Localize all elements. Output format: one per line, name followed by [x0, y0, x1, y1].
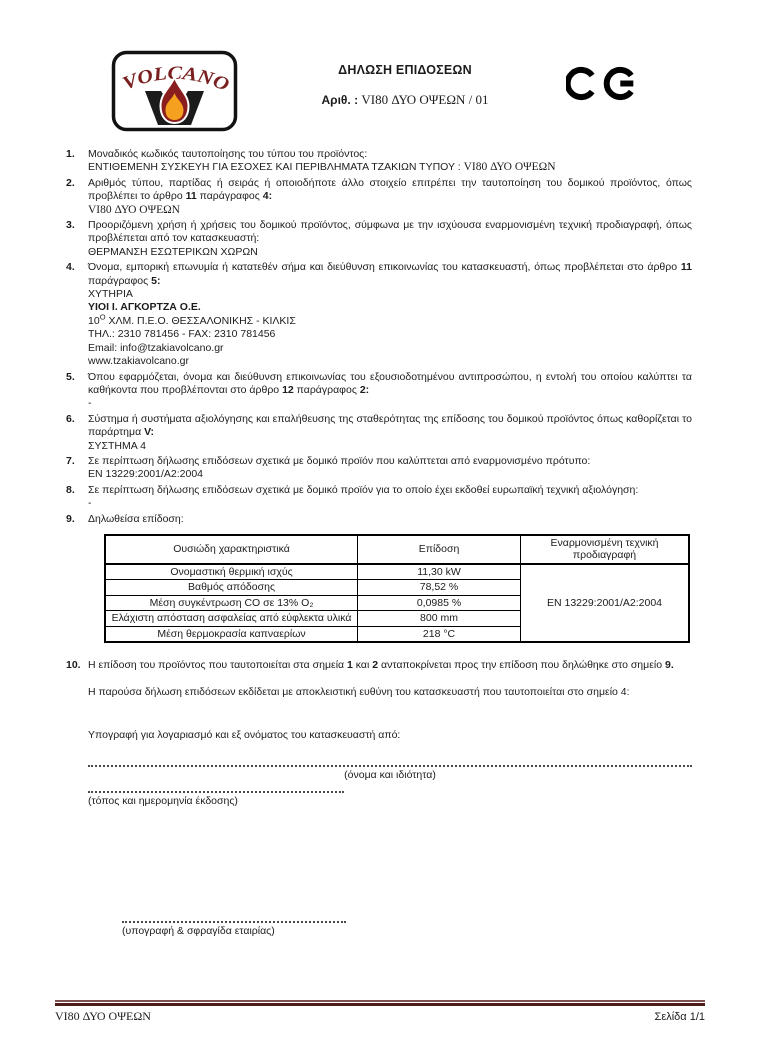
- item-value: [88, 161, 692, 174]
- item-value: -: [88, 497, 92, 510]
- text-segment: Όνομα, εμπορική επωνυμία ή κατατεθέν σήμα και διεύθυνση επικοινωνίας του κατασκευαστή, όπως προβλέπεται στο άρθρο: [88, 261, 678, 274]
- manufacturer-name: ΧΥΤΗΡΙΑ: [88, 288, 133, 301]
- manufacturer-email: Email: info@tzakiavolcano.gr: [88, 341, 224, 354]
- item-value: ΣΥΣΤΗΜΑ 4: [88, 439, 146, 452]
- document-header: [0, 0, 760, 148]
- item-text: [88, 659, 692, 672]
- item-text: Σε περίπτωση δήλωσης επιδόσεων σχετικά με δομικό προϊόν για το οποίο έχει εκδοθεί ευρωπαϊκή τεχνική αξιολόγηση:: [88, 483, 639, 496]
- km-number: 10: [88, 314, 100, 327]
- article-number: 11: [680, 261, 692, 274]
- ce-mark-icon: [566, 66, 642, 106]
- item-10: [66, 659, 692, 742]
- table-row: [105, 564, 689, 580]
- paragraph-number: 2:: [359, 383, 370, 396]
- address-rest: ΧΛΜ. Π.Ε.Ο. ΘΕΣΣΑΛΟΝΙΚΗΣ - ΚΙΛΚΙΣ: [105, 314, 296, 327]
- item-number: 1.: [66, 148, 75, 160]
- article-number: 11: [185, 190, 197, 203]
- performance-cell: 78,52 %: [358, 580, 521, 596]
- point-number: 9.: [664, 659, 674, 672]
- document-number-label: Αριθ. :: [321, 93, 359, 108]
- item-6: [66, 413, 692, 453]
- item-5: [66, 371, 692, 411]
- table-header-row: [105, 535, 689, 564]
- declared-performance-table: [104, 534, 690, 644]
- performance-cell: 218 °C: [358, 626, 521, 642]
- characteristic-cell: Μέση συγκέντρωση CO σε 13% O₂: [105, 595, 358, 611]
- footer-product-name: VI80 ΔΥΟ ΟΨΕΩΝ: [55, 1009, 151, 1023]
- characteristic-cell: Ελάχιστη απόσταση ασφαλείας από εύφλεκτα υλικά: [105, 611, 358, 627]
- article-number: 12: [282, 383, 294, 396]
- document-number: [255, 93, 555, 107]
- manufacturer-phone: ΤΗΛ.: 2310 781456 - FAX: 2310 781456: [88, 328, 276, 341]
- item-text: Προοριζόμενη χρήση ή χρήσεις του δομικού προϊόντος, σύμφωνα με την ισχύουσα εναρμονισμένη τεχνική προδιαγραφή, όπως προβλέπεται από τον κατασκευαστή:: [88, 219, 692, 245]
- column-header: Εναρμονισμένη τεχνική προδιαγραφή: [521, 535, 690, 564]
- volcano-logo: [111, 50, 238, 132]
- footer-page-number: Σελίδα 1/1: [654, 1011, 705, 1023]
- point-number: 2: [372, 659, 379, 672]
- responsibility-statement: Η παρούσα δήλωση επιδόσεων εκδίδεται με αποκλειστική ευθύνη του κατασκευαστή που ταυτοποιείται στο σημείο 4:: [88, 685, 630, 698]
- performance-cell: 0,0985 %: [358, 595, 521, 611]
- text-segment: παράγραφος: [199, 190, 260, 203]
- item-9: [66, 513, 692, 644]
- manufacturer-company: ΥΙΟΙ Ι. ΑΓΚΟΡΤΖΑ Ο.Ε.: [88, 301, 201, 314]
- item-value: -: [88, 397, 92, 410]
- manufacturer-address: [88, 312, 692, 328]
- product-name: VI80 ΔΥΟ ΟΨΕΩΝ: [88, 203, 180, 216]
- annex-number: V:: [144, 426, 154, 439]
- svg-text:VOLCANO: VOLCANO: [119, 62, 231, 96]
- item-number: 6.: [66, 412, 75, 425]
- paragraph-number: 5:: [151, 274, 161, 287]
- item-text: [88, 177, 692, 204]
- item-2: [66, 177, 692, 217]
- signature-place-line: [88, 791, 344, 793]
- column-header: Ουσιώδη χαρακτηριστικά: [105, 535, 358, 564]
- product-name: VI80 ΔΥΟ ΟΨΕΩΝ: [463, 161, 556, 174]
- signature-stamp-caption: (υπογραφή & σφραγίδα εταιρίας): [122, 924, 275, 937]
- item-text: Δηλωθείσα επίδοση:: [88, 512, 184, 525]
- km-superscript: Ο: [99, 312, 106, 322]
- signature-name-line: [88, 765, 692, 767]
- text-segment: Σύστημα ή συστήματα αξιολόγησης και επαλήθευσης της σταθερότητας της επίδοσης του δομικού προϊόντος όπως καθορίζεται το παράρτημα: [88, 412, 692, 439]
- value-prefix: ΕΝΤΙΘΕΜΕΝΗ ΣΥΣΚΕΥΗ ΓΙΑ ΕΣΟΧΕΣ ΚΑΙ ΠΕΡΙΒΛΗΜΑΤΑ ΤΖΑΚΙΩΝ ΤΥΠΟΥ :: [88, 161, 461, 174]
- column-header: Επίδοση: [358, 535, 521, 564]
- signature-name-caption: (όνομα και ιδιότητα): [344, 768, 436, 781]
- point-number: 1: [347, 659, 353, 672]
- item-number: 5.: [66, 370, 75, 383]
- signature-intro: Υπογραφή για λογαριασμό και εξ ονόματος του κατασκευαστή από:: [88, 729, 401, 742]
- item-8: [66, 484, 692, 511]
- item-3: [66, 219, 692, 259]
- characteristic-cell: Μέση θερμοκρασία καπναερίων: [105, 626, 358, 642]
- item-1: [66, 148, 692, 175]
- item-number: 4.: [66, 261, 75, 274]
- item-text: Σε περίπτωση δήλωσης επιδόσεων σχετικά με δομικό προϊόν που καλύπτεται από εναρμονισμένο πρότυπο:: [88, 454, 591, 467]
- footer-rule: [55, 1000, 705, 1006]
- item-text: Μοναδικός κωδικός ταυτοποίησης του τύπου του προϊόντος:: [88, 148, 368, 160]
- signature-stamp-line: [122, 921, 346, 923]
- text-segment: παράγραφος: [88, 274, 149, 287]
- item-value: ΘΕΡΜΑΝΣΗ ΕΣΩΤΕΡΙΚΩΝ ΧΩΡΩΝ: [88, 245, 258, 258]
- text-segment: Όπου εφαρμόζεται, όνομα και διεύθυνση επικοινωνίας του εξουσιοδοτημένου αντιπροσώπου, η εντολή του οποίου καλύπτει τα καθήκοντα που προβλέπονται στο άρθρο: [88, 370, 692, 396]
- document-number-value: VI80 ΔΥΟ ΟΨΕΩΝ / 01: [361, 92, 489, 108]
- text-segment: ανταποκρίνεται προς την επίδοση που δηλώθηκε στο σημείο: [381, 659, 663, 672]
- text-segment: και: [355, 659, 370, 672]
- header-center: [255, 64, 555, 108]
- stamp-block: [122, 921, 692, 938]
- performance-cell: 11,30 kW: [358, 564, 521, 580]
- signature-section: [88, 765, 692, 938]
- item-number: 9.: [66, 512, 75, 525]
- item-7: [66, 455, 692, 482]
- item-text: [88, 261, 692, 288]
- item-text: [88, 413, 692, 440]
- text-segment: Αριθμός τύπου, παρτίδας ή σειράς ή οποιοδήποτε άλλο στοιχείο επιτρέπει την ταυτοποίηση του δομικού προϊόντος, όπως προβλέπει το άρθρο: [88, 176, 692, 203]
- page-title: ΔΗΛΩΣΗ ΕΠΙΔΟΣΕΩΝ: [338, 63, 472, 77]
- characteristic-cell: Βαθμός απόδοσης: [105, 580, 358, 596]
- item-number: 10.: [66, 659, 81, 672]
- item-4: [66, 261, 692, 368]
- manufacturer-website: www.tzakiavolcano.gr: [88, 355, 189, 368]
- harmonised-spec-cell: EN 13229:2001/A2:2004: [521, 564, 690, 643]
- performance-cell: 800 mm: [358, 611, 521, 627]
- item-number: 2.: [66, 176, 75, 189]
- text-segment: Η επίδοση του προϊόντος που ταυτοποιείται στα σημεία: [88, 659, 345, 672]
- page-footer: [55, 1000, 705, 1024]
- item-number: 3.: [66, 219, 75, 232]
- item-text: [88, 371, 692, 398]
- volcano-logo-icon: [111, 50, 238, 132]
- item-value: EN 13229:2001/A2:2004: [88, 468, 204, 481]
- item-number: 8.: [66, 483, 75, 496]
- signature-place-caption: (τόπος και ημερομηνία έκδοσης): [88, 795, 238, 808]
- item-number: 7.: [66, 454, 75, 467]
- characteristic-cell: Ονομαστική θερμική ισχύς: [105, 564, 358, 580]
- document-body: [66, 148, 692, 938]
- paragraph-number: 4:: [262, 190, 273, 203]
- text-segment: παράγραφος: [296, 383, 357, 396]
